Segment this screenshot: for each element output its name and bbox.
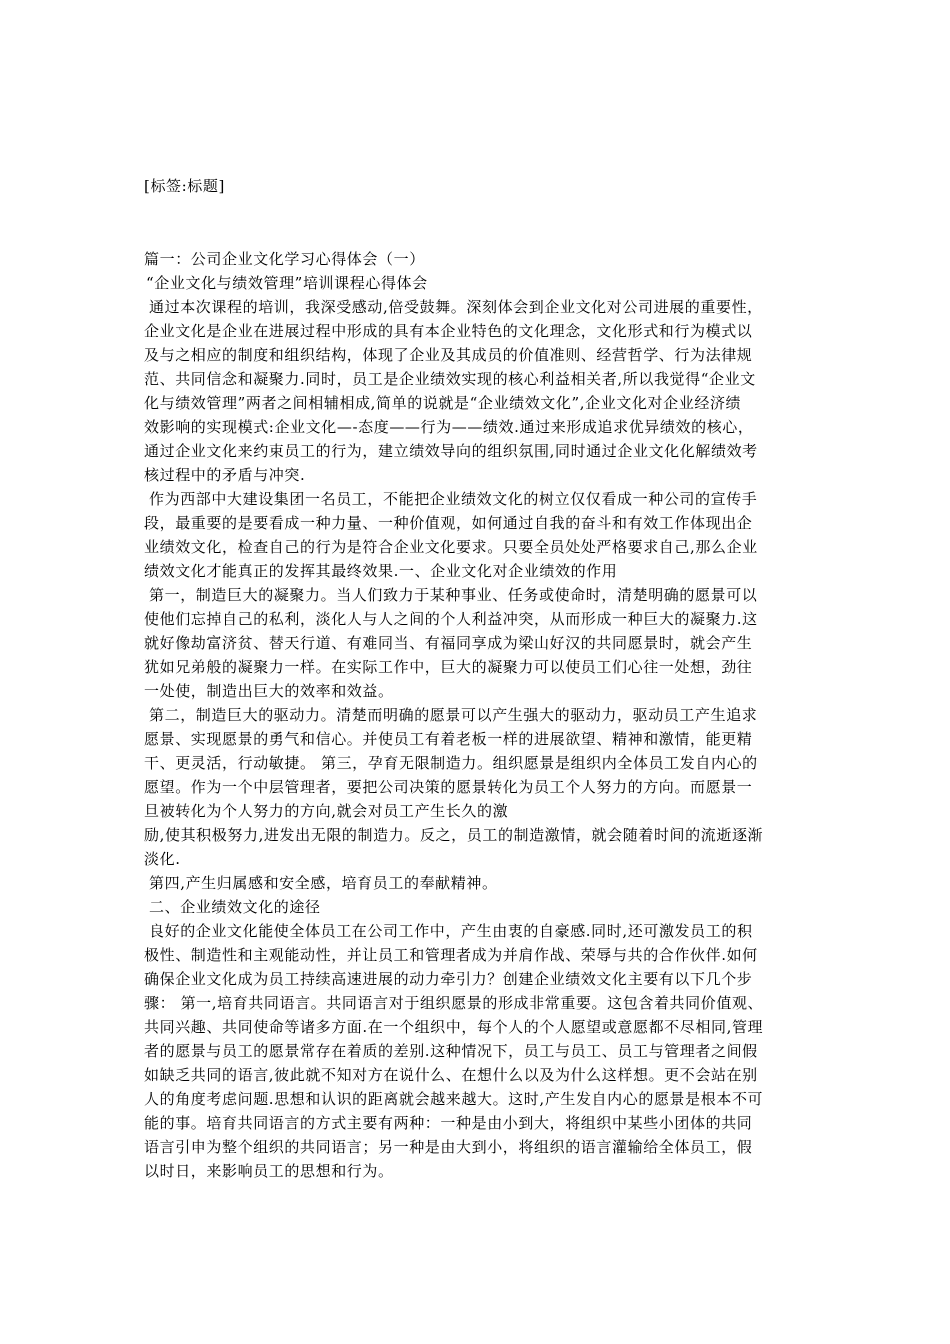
text-line: 共同兴趣、共同使命等诸多方面.在一个组织中，每个人的个人愿望或意愿都不尽相同,管理: [144, 1018, 764, 1036]
text-line: 良好的企业文化能使全体员工在公司工作中，产生由衷的自豪感.同时,还可激发员工的积: [149, 922, 753, 940]
text-line: 语言引申为整个组织的共同语言；另一种是由大到小，将组织的语言灌输给全体员工，假: [144, 1138, 753, 1156]
text-line: 如缺乏共同的语言,彼此就不知对方在说什么、在想什么以及为什么这样想。更不会站在别: [144, 1066, 758, 1084]
text-line: 就好像劫富济贫、替天行道、有难同当、有福同享成为梁山好汉的共同愿景时，就会产生: [144, 634, 753, 652]
text-line: 第一，制造巨大的凝聚力。当人们致力于某种事业、任务或使命时，清楚明确的愿景可以: [149, 586, 758, 604]
course-title: “企业文化与绩效管理”培训课程心得体会: [146, 274, 428, 292]
section-heading: 二、企业绩效文化的途径: [149, 898, 321, 916]
text-line: 骤： 第一,培育共同语言。共同语言对于组织愿景的形成非常重要。这包含着共同价值观、: [144, 994, 764, 1012]
document-body: [144, 247, 810, 1183]
text-line: 淡化.: [144, 850, 181, 868]
text-line: 化与绩效管理”两者之间相辅相成,简单的说就是“企业绩效文化”,企业文化对企业经济绩: [144, 394, 742, 412]
text-line: 干、更灵活，行动敏捷。 第三，孕育无限制造力。组织愿景是组织内全体员工发自内心的: [144, 754, 758, 772]
text-line: 通过企业文化来约束员工的行为，建立绩效导向的组织氛围,同时通过企业文化化解绩效考: [144, 442, 758, 460]
text-line: 核过程中的矛盾与冲突.: [144, 466, 306, 484]
text-line: 人的角度考虑问题.思想和认识的距离就会越来越大。这时,产生发自内心的愿景是根本不可: [144, 1090, 764, 1108]
text-line: 励,使其积极努力,进发出无限的制造力。反之，员工的制造激情，就会随着时间的流逝逐渐: [144, 826, 764, 844]
text-line: 旦被转化为个人努力的方向,就会对员工产生长久的激: [144, 802, 509, 820]
text-line: 极性、制造性和主观能动性，并让员工和管理者成为并肩作战、荣辱与共的合作伙伴.如何: [144, 946, 758, 964]
text-line: 作为西部中大建设集团一名员工，不能把企业绩效文化的树立仅仅看成一种公司的宣传手: [149, 490, 758, 508]
text-line: 愿望。作为一个中层管理者，要把公司决策的愿景转化为员工个人努力的方向。而愿景一: [144, 778, 753, 796]
text-line: 愿景、实现愿景的勇气和信心。并使员工有着老板一样的进展欲望、精神和激情，能更精: [144, 730, 753, 748]
text-line: 绩效文化才能真正的发挥其最终效果.一、企业文化对企业绩效的作用: [144, 562, 618, 580]
text-line: 使他们忘掉自己的私利，淡化人与人之间的个人利益冲突，从而形成一种巨大的凝聚力.这: [144, 610, 758, 628]
text-line: 者的愿景与员工的愿景常存在着质的差别.这种情况下，员工与员工、员工与管理者之间假: [144, 1042, 758, 1060]
text-line: 及与之相应的制度和组织结构，体现了企业及其成员的价值准则、经营哲学、行为法律规: [144, 346, 753, 364]
section-heading: 篇一：公司企业文化学习心得体会（一）: [144, 250, 425, 268]
text-line: 能的事。培育共同语言的方式主要有两种：一种是由小到大，将组织中某些小团体的共同: [144, 1114, 753, 1132]
text-line: 第二，制造巨大的驱动力。清楚而明确的愿景可以产生强大的驱动力，驱动员工产生追求: [149, 706, 758, 724]
text-line: 以时日，来影响员工的思想和行为。: [144, 1162, 394, 1180]
text-line: 范、共同信念和凝聚力.同时，员工是企业绩效实现的核心利益相关者,所以我觉得“企业文: [144, 370, 756, 388]
text-line: 一处使，制造出巨大的效率和效益。: [144, 682, 394, 700]
text-line: 业绩效文化，检查自己的行为是符合企业文化要求。只要全员处处严格要求自己,那么企业: [144, 538, 758, 556]
text-line: 段，最重要的是要看成一种力量、一种价值观，如何通过自我的奋斗和有效工作体现出企: [144, 514, 753, 532]
tag-label: [标签:标题]: [144, 177, 225, 195]
text-line: 犹如兄弟般的凝聚力一样。在实际工作中，巨大的凝聚力可以使员工们心往一处想，劲往: [144, 658, 753, 676]
text-line: 企业文化是企业在进展过程中形成的具有本企业特色的文化理念，文化形式和行为模式以: [144, 322, 753, 340]
text-line: 确保企业文化成为员工持续高速进展的动力牵引力？创建企业绩效文化主要有以下几个步: [144, 970, 753, 988]
text-line: 第四,产生归属感和安全感，培育员工的奉献精神。: [149, 874, 498, 892]
text-line: 效影响的实现模式:企业文化—-态度——行为——绩效.通过来形成追求优异绩效的核心，: [144, 418, 754, 436]
text-line: 通过本次课程的培训，我深受感动,倍受鼓舞。深刻体会到企业文化对公司进展的重要性，: [149, 298, 763, 316]
